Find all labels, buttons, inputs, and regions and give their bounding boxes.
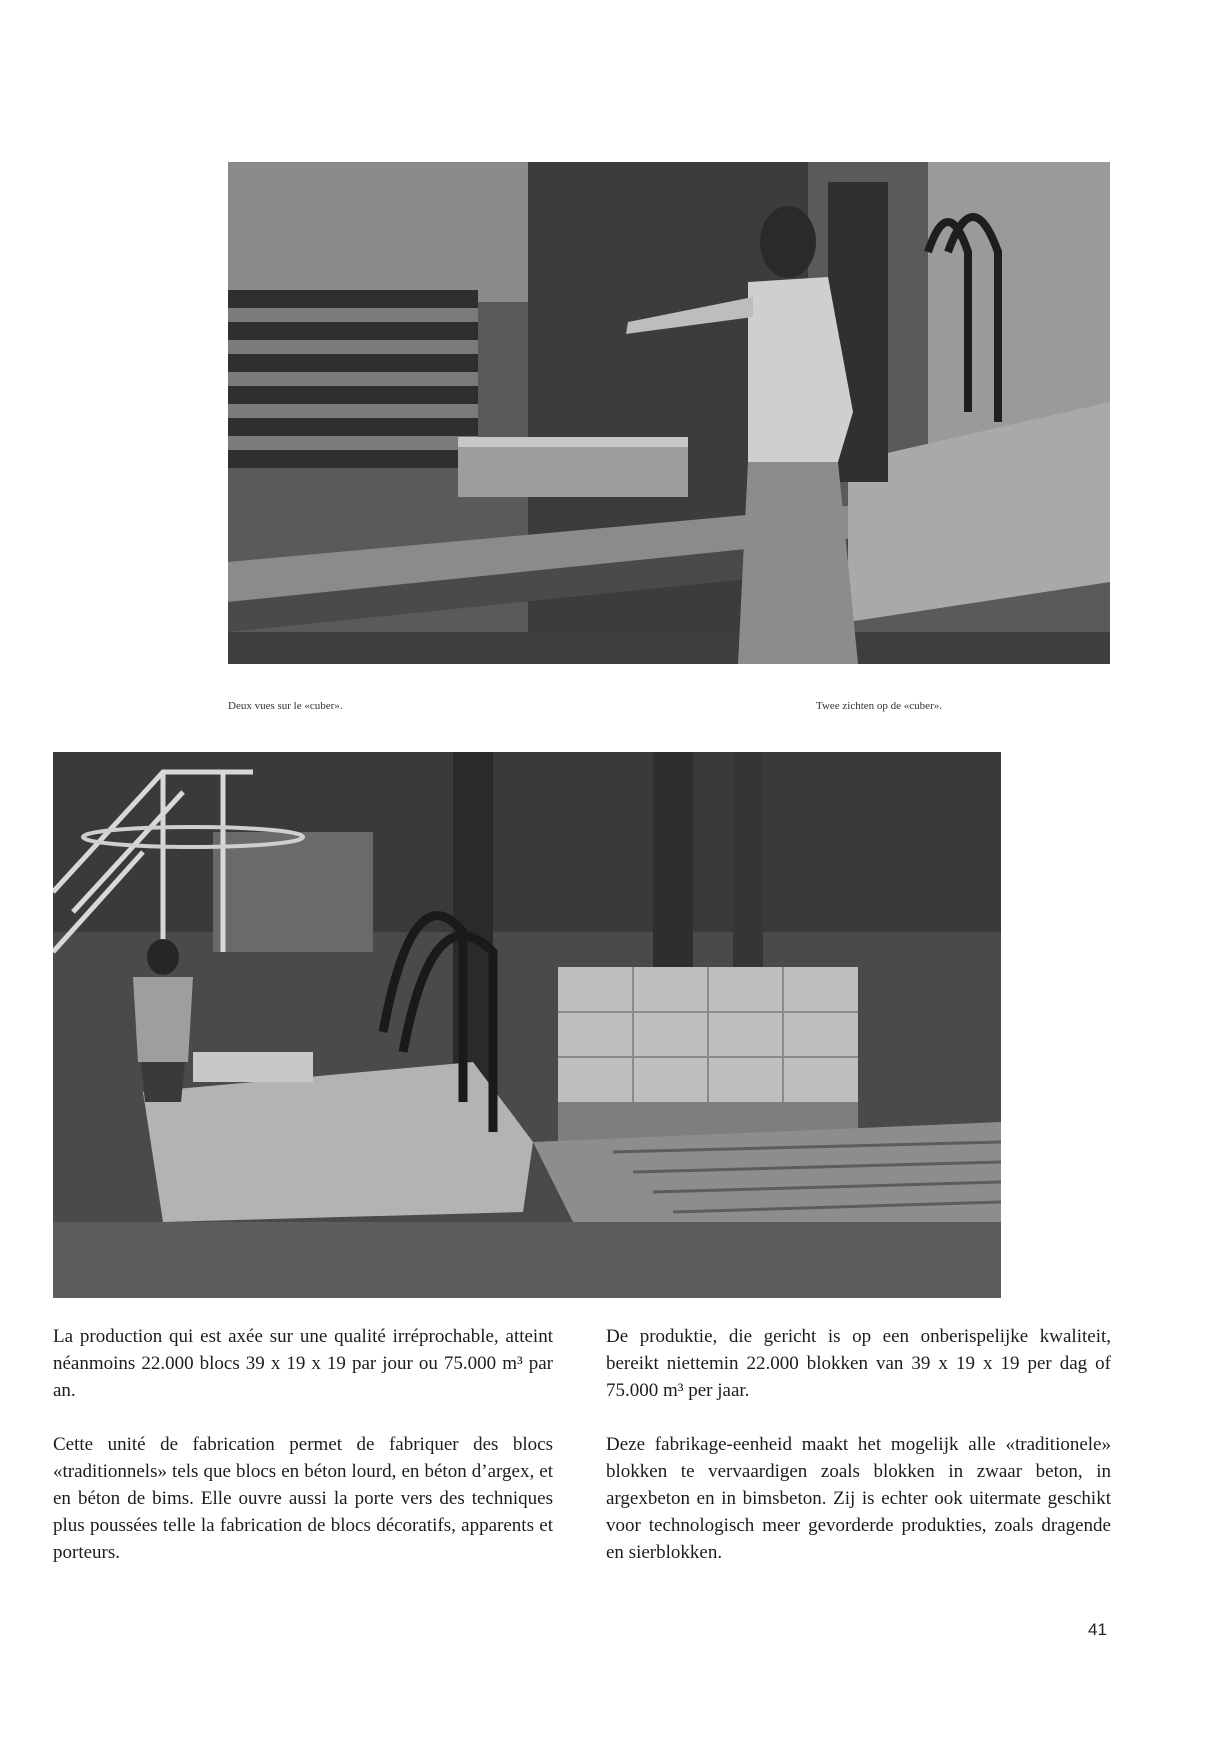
text-column-french [53,1323,553,1593]
text-column-dutch [606,1323,1111,1593]
paragraph-fr-2: Cette unité de fabrication permet de fabriquer des blocs «traditionnels» tels que blocs en béton lourd, en béton d’argex, et en béton de bims. Elle ouvre aussi la porte vers des techniques plus poussées telle la fabrication de blocs décoratifs, apparents et porteurs. [53,1434,553,1563]
photo-cuber-top [228,162,1110,664]
photo-cuber-bottom [53,752,1001,1298]
photo-cuber-top-illustration [228,162,1110,664]
photo-cuber-bottom-illustration [53,752,1001,1298]
caption-dutch: Twee zichten op de «cuber». [816,700,942,712]
page-number: 41 [1088,1620,1107,1639]
paragraph-nl-2: Deze fabrikage-eenheid maakt het mogelijk alle «traditionele» blokken te vervaardigen zoals blokken in zwaar beton, in argexbeton en in bimsbeton. Zij is echter ook uitermate geschikt voor technologisch meer gevorderde produkties, zoals dragende en sierblokken. [606,1434,1111,1563]
paragraph-nl-1: De produktie, die gericht is op een onberispelijke kwaliteit, bereikt niettemin 22.000 blokken van 39 x 19 x 19 per dag of 75.000 m³ per jaar. [606,1326,1111,1401]
paragraph-fr-1: La production qui est axée sur une qualité irréprochable, atteint néanmoins 22.000 blocs 39 x 19 x 19 par jour ou 75.000 m³ par an. [53,1326,553,1401]
caption-french: Deux vues sur le «cuber». [228,700,343,712]
